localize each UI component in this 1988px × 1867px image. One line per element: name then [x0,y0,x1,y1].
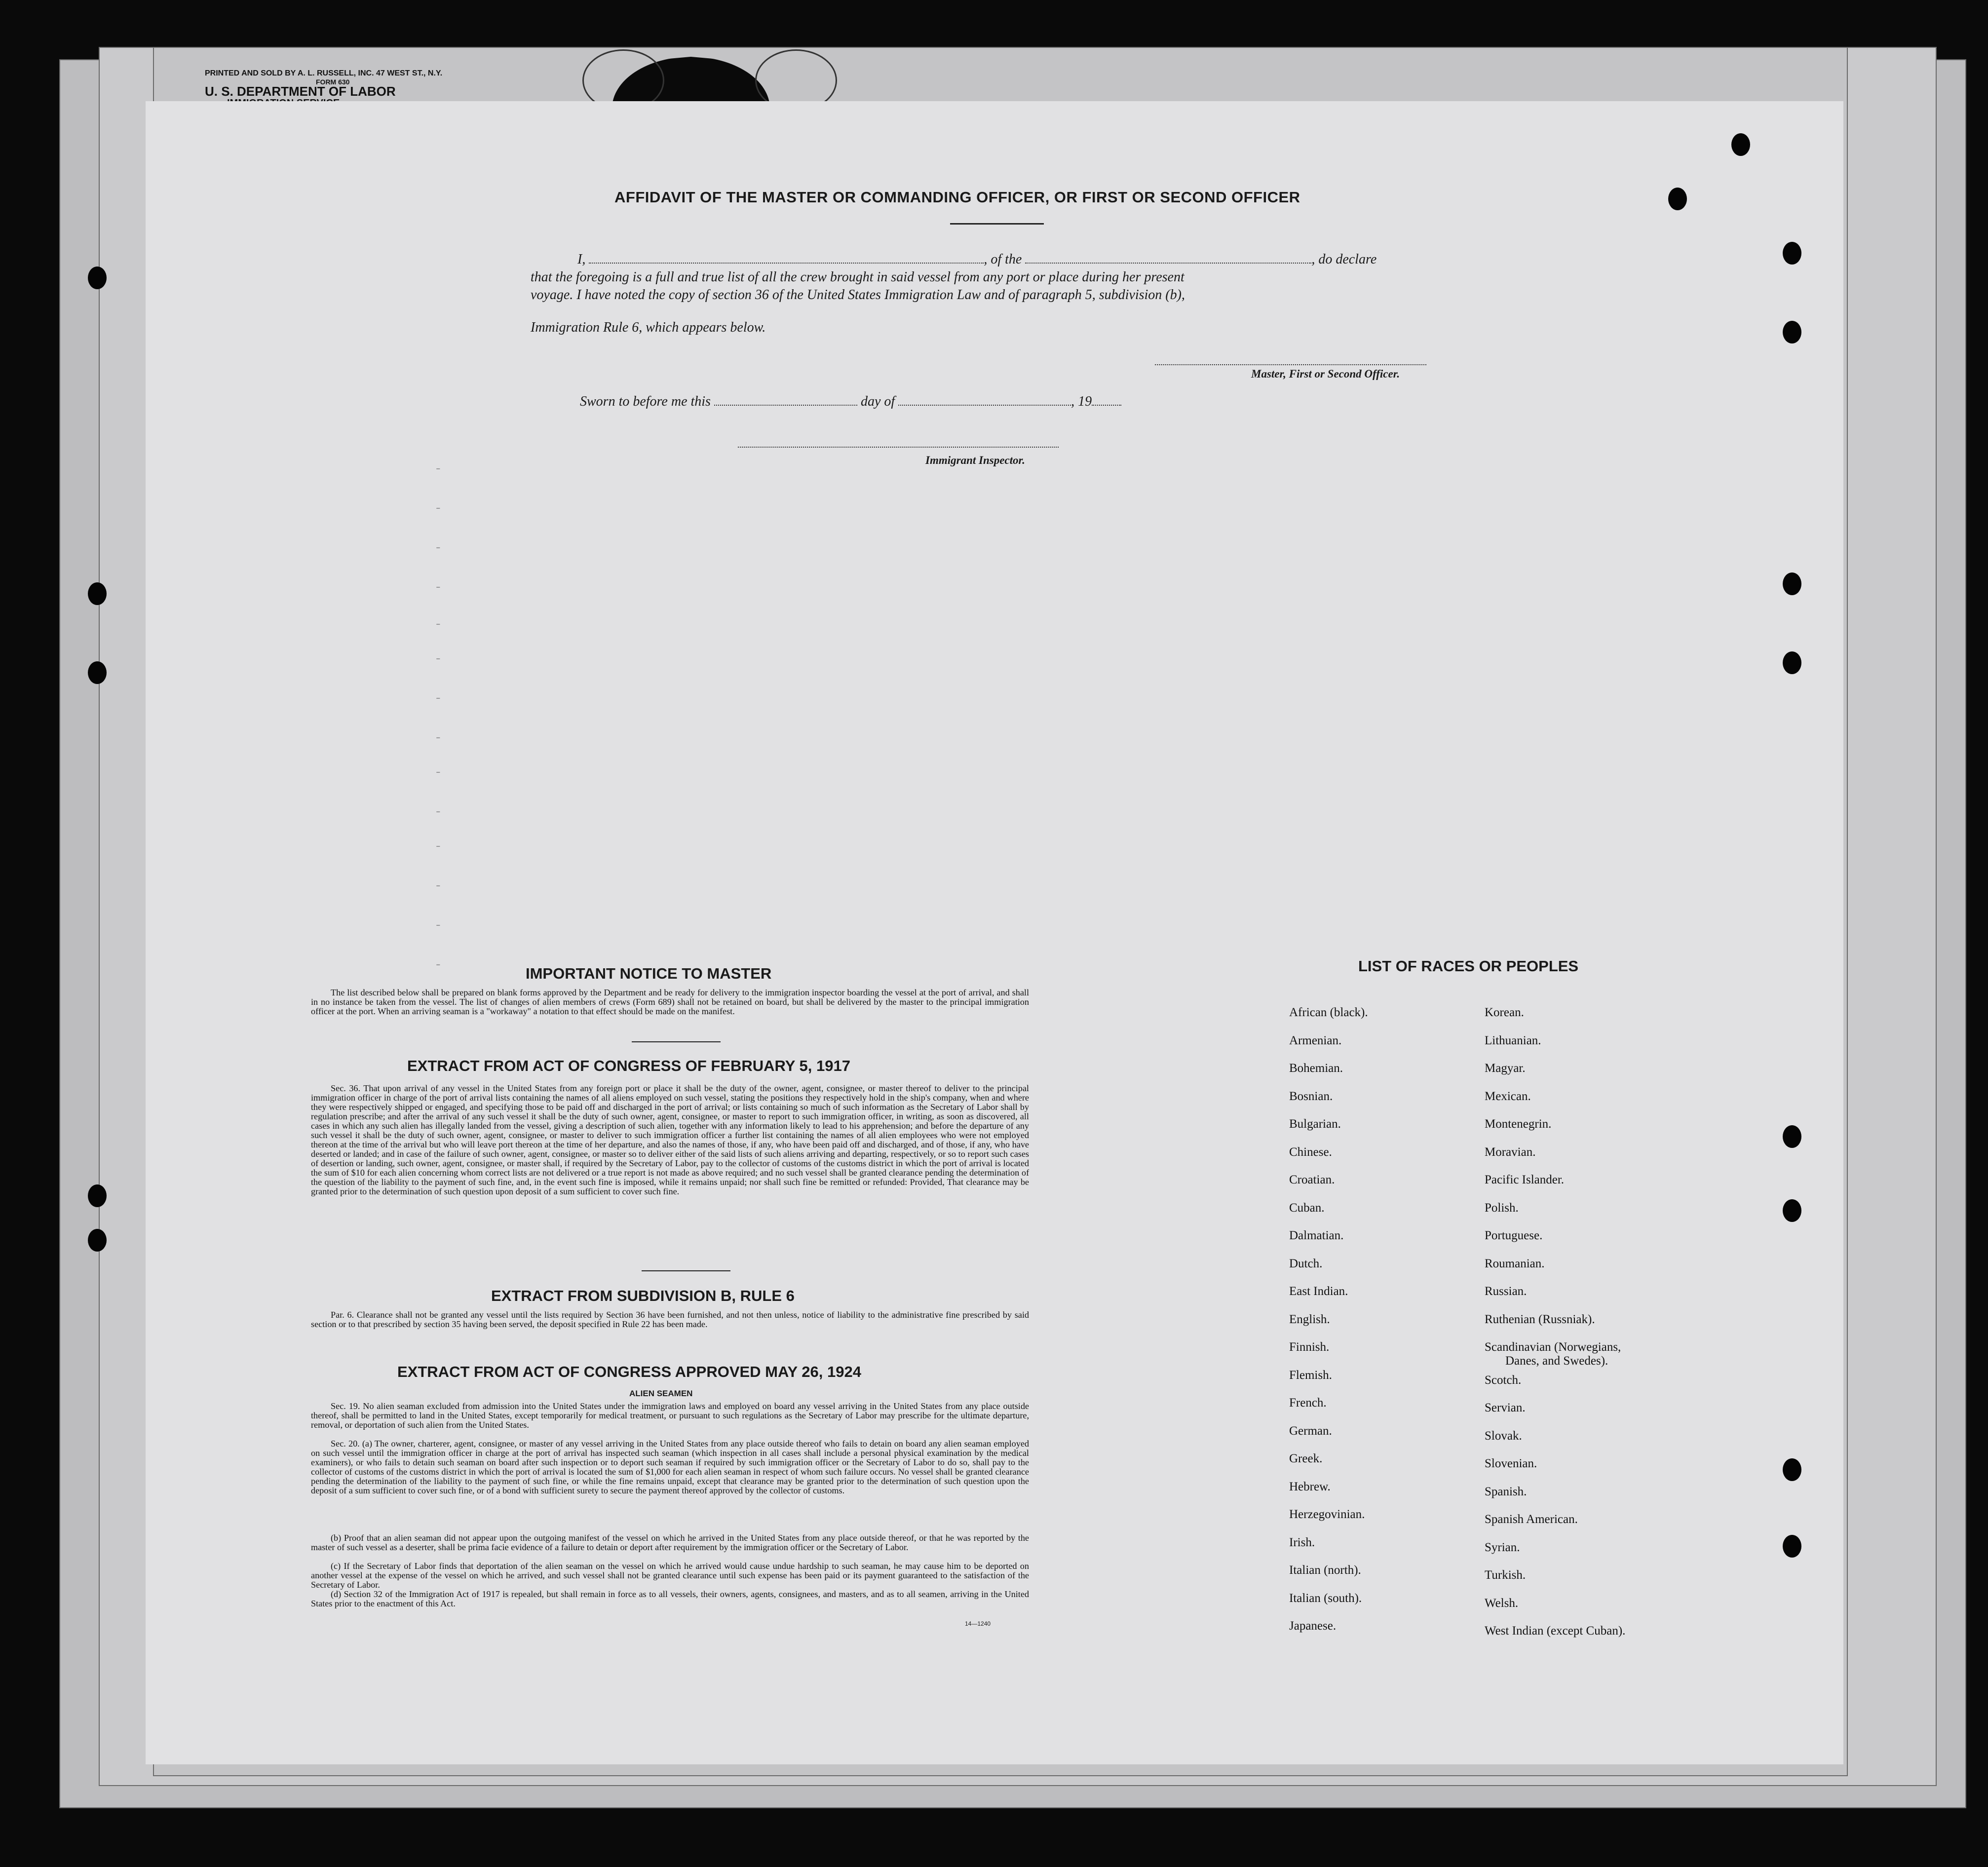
act-1924-sec-20c: (c) If the Secretary of Labor finds that deportation of the alien seaman on the vessel on which he arrived would cause undue hardship to such seaman, he may cause him to be deported on another vessel at the expense of the vessel on which he arrived, and such vessel shall not be granted clearance until such expense has been paid or its payment guaranteed to the satisfaction of the Secretary of Labor. [311,1561,1029,1590]
race-item-left: Bohemian. [1289,1062,1343,1075]
binder-hole [88,661,107,684]
race-item-right: Magyar. [1485,1062,1526,1075]
race-item-right: Welsh. [1485,1597,1519,1610]
act-1917-text: Sec. 36. That upon arrival of any vessel in the United States from any foreign port or place it shall be the duty of the owner, agent, consignee, or master thereof to deliver to the principal immigration officer in charge of the port of arrival lists containing the names of all aliens employed on such vessel, stating the positions they respectively hold in the ship's company, when and where they were respectively shipped or engaged, and specifying those to be paid off and discharged in the port of arrival; or lists containing so much of such information as the Secretary of Labor shall by regulation prescribe; and after the arrival of any such vessel it shall be the duty of such owner, agent, consignee, or master to report to such immigration officer, in writing, as soon as discovered, all cases in which any such alien has illegally landed from the vessel, giving a description of such alien, together with any information likely to lead to his apprehension; and before the departure of any such vessel it shall be the duty of such owner, agent, consignee, or master to deliver to such immigration officer a further list containing the names of all alien employees who were not employed thereon at the time of the arrival but who will leave port thereon at the time of her departure, and also the names of those, if any, who have been paid off and discharged, and of those, if any, who have deserted or landed; and in case of the failure of such owner, agent, consignee, or master so to deliver either of the said lists of such aliens arriving and departing, respectively, or so to report such cases of desertion or landing, such owner, agent, consignee, or master shall, if required by the Secretary of Labor, pay to the collector of customs of the customs district in which the port of arrival is located the sum of $10 for each alien concerning whom correct lists are not delivered or a true report is not made as above required; and no such vessel shall be granted clearance pending the determination of the question of the liability to the payment of such fine, and, in the event such fine is imposed, while it remains unpaid; nor shall such fine be remitted or refunded: Provided, That clearance may be granted prior to the determination of such question upon deposit of a sum sufficient to cover such fine. [311,1083,1029,1196]
race-item-right: Lithuanian. [1485,1034,1541,1047]
affidavit-form-sheet [146,101,1843,1764]
race-item-left: Croatian. [1289,1173,1335,1186]
race-item-left: Armenian. [1289,1034,1342,1047]
bleed-through-mark: - [434,839,442,854]
races-heading: LIST OF RACES OR PEOPLES [1358,957,1579,975]
race-item-left: Japanese. [1289,1619,1337,1633]
race-item-left: Dalmatian. [1289,1229,1344,1242]
race-item-right: Syrian. [1485,1541,1520,1554]
race-item-right: Korean. [1485,1006,1524,1019]
binder-hole [1783,242,1801,265]
bleed-through-mark: - [434,540,442,555]
bleed-through-mark: - [434,651,442,666]
inspector-caption: Immigrant Inspector. [925,454,1025,466]
act-1924-sec-19: Sec. 19. No alien seaman excluded from admission into the United States under the immigration laws and employed on board any vessel arriving in the United States from any place outside thereof, shall be permitted to land in the United States, except temporarily for medical treatment, or pursuant to such regulations as the Secretary of Labor may prescribe for the ultimate departure, removal, or deportation of such alien from the United States. [311,1401,1029,1430]
binder-hole [1783,1199,1801,1222]
affidavit-line-2: that the foregoing is a full and true list of all the crew brought in said vessel from any port or place during her present [531,269,1185,285]
section-divider [632,1041,721,1042]
section-divider [642,1270,730,1271]
form-number: FORM 630 [316,78,350,86]
act-1924-sec-20b: (b) Proof that an alien seaman did not appear upon the outgoing manifest of the vessel on which he arrived in the United States from any place outside thereof, or that he was reported by the master of such vessel as a deserter, shall be prima facie evidence of a failure to detain or deport after requirement by the immigration officer or the Secretary of Labor. [311,1533,1029,1552]
binder-hole [88,1184,107,1207]
race-item-right: Slovenian. [1485,1457,1537,1470]
bleed-through-mark: - [434,957,442,972]
binder-hole [88,267,107,289]
race-item-right: Roumanian. [1485,1257,1545,1270]
act-1924-sec-20d: (d) Section 32 of the Immigration Act of 1917 is repealed, but shall remain in force as to all vessels, their owners, agents, consignees, and masters, and as to all seamen, arriving in the United States prior to the enactment of this Act. [311,1589,1029,1608]
race-item-right: Moravian. [1485,1145,1536,1159]
notice-text: The list described below shall be prepared on blank forms approved by the Department and be ready for delivery to the immigration inspector boarding the vessel at the port of arrival, and shall in no instance be taken from the vessel. The list of changes of alien members of crews (Form 689) shall not be retained on board, but shall be delivered by the master to the principal immigration officer at the port. When an arriving seaman is a "workaway" a notation to that effect should be made on the manifest. [311,988,1029,1016]
binder-hole [1731,133,1750,156]
race-item-left: English. [1289,1313,1330,1326]
affidavit-line-1-c: , do declare [1311,252,1377,267]
bleed-through-mark: - [434,501,442,516]
race-item-left: German. [1289,1424,1332,1438]
race-item-right: Russian. [1485,1285,1527,1298]
printer-imprint: PRINTED AND SOLD BY A. L. RUSSELL, INC. 47 WEST ST., N.Y. [205,69,443,77]
race-item-right: Servian. [1485,1401,1526,1414]
race-item-right: Portuguese. [1485,1229,1543,1242]
binder-hole [1783,1458,1801,1481]
race-item-left: African (black). [1289,1006,1368,1019]
race-item-left: Chinese. [1289,1145,1332,1159]
race-item-right-cont: Danes, and Swedes). [1505,1354,1608,1368]
affidavit-line-1-a: I, [577,252,589,267]
race-item-left: Italian (south). [1289,1592,1362,1605]
master-signature-caption: Master, First or Second Officer. [1251,368,1400,380]
bleed-through-mark: - [434,691,442,706]
bleed-through-mark: - [434,878,442,893]
notice-heading: IMPORTANT NOTICE TO MASTER [526,965,772,982]
race-item-left: East Indian. [1289,1285,1348,1298]
rule-6-heading: EXTRACT FROM SUBDIVISION B, RULE 6 [491,1287,795,1304]
binder-hole [1668,188,1687,210]
bleed-through-mark: - [434,765,442,780]
sworn-line [580,394,1121,410]
race-item-left: Finnish. [1289,1340,1330,1354]
race-item-right: Scotch. [1485,1373,1522,1387]
affidavit-line-3: voyage. I have noted the copy of section 36 of the United States Immigration Law and of paragraph 5, subdivision (b), [531,287,1185,303]
race-item-right: Spanish American. [1485,1513,1578,1526]
day-blank[interactable] [714,395,857,406]
alien-seamen-subtitle: ALIEN SEAMEN [629,1389,693,1398]
race-item-left: Italian (north). [1289,1563,1361,1577]
act-1917-heading: EXTRACT FROM ACT OF CONGRESS OF FEBRUARY 5, 1917 [407,1057,850,1074]
race-item-left: Bulgarian. [1289,1117,1341,1131]
race-item-right: Spanish. [1485,1485,1527,1498]
binder-hole [1783,651,1801,674]
name-blank[interactable] [589,253,984,264]
race-item-left: French. [1289,1396,1327,1410]
act-1924-heading: EXTRACT FROM ACT OF CONGRESS APPROVED MAY 26, 1924 [397,1363,861,1380]
sworn-line-c: , 19 [1071,394,1092,409]
affidavit-title: AFFIDAVIT OF THE MASTER OR COMMANDING OFFICER, OR FIRST OR SECOND OFFICER [614,189,1300,206]
bleed-through-mark: - [434,804,442,819]
bleed-through-mark: - [434,918,442,933]
binder-hole [1783,321,1801,343]
race-item-right: Mexican. [1485,1090,1531,1103]
race-item-left: Bosnian. [1289,1090,1333,1103]
rule-6-text: Par. 6. Clearance shall not be granted any vessel until the lists required by Section 36 have been furnished, and not then unless, notice of liability to the administrative fine prescribed by said section or to that prescribed by section 35 having been served, the deposit specified in Rule 22 has been made. [311,1310,1029,1329]
race-item-right: Slovak. [1485,1429,1522,1443]
affidavit-line-1-b: , of the [984,252,1026,267]
master-signature-blank[interactable] [1155,354,1426,365]
bleed-through-mark: - [434,461,442,476]
race-item-right: Turkish. [1485,1568,1526,1582]
race-item-right: Scandinavian (Norwegians, [1485,1340,1621,1354]
race-item-left: Herzegovinian. [1289,1508,1365,1521]
affidavit-line-1 [577,252,1376,267]
inspector-signature-blank[interactable] [738,437,1059,448]
race-item-right: Ruthenian (Russniak). [1485,1313,1595,1326]
sworn-line-a: Sworn to before me this [580,394,714,409]
bleed-through-mark: - [434,617,442,632]
binder-hole [88,582,107,605]
act-1924-sec-20a: Sec. 20. (a) The owner, charterer, agent, consignee, or master of any vessel arriving in the United States from any place outside thereof who fails to detain on board any alien seaman employed on such vessel until the immigration officer in charge at the port of arrival has inspected such seaman (which inspection in all cases shall include a personal physical examination by the medical examiners), or who fails to detain such seaman on board after such inspection or to deport such seaman if required by such immigration officer or the Secretary of Labor to do so, shall pay to the collector of customs of the customs district in which the port of arrival is located the sum of $1,000 for each alien seaman in respect of whom such failure occurs. No vessel shall be granted clearance pending the determination of the liability to the payment of such fine, or while the fine remains unpaid, except that clearance may be granted prior to the determination of such question upon the deposit of a sum sufficient to cover such fine, or of a bond with sufficient surety to secure the payment thereof approved by the collector of customs. [311,1439,1029,1495]
month-blank[interactable] [898,395,1071,406]
binder-hole [88,1229,107,1252]
race-item-right: Polish. [1485,1201,1519,1215]
race-item-right: West Indian (except Cuban). [1485,1624,1626,1638]
vessel-blank[interactable] [1025,253,1311,264]
form-code: 14—1240 [965,1620,991,1627]
binder-hole [1783,1125,1801,1148]
binder-hole [1783,1535,1801,1558]
sworn-line-b: day of [857,394,899,409]
department-name: U. S. DEPARTMENT OF LABOR [205,84,396,99]
race-item-left: Dutch. [1289,1257,1323,1270]
bleed-through-mark: - [434,580,442,595]
race-item-right: Pacific Islander. [1485,1173,1565,1186]
race-item-right: Montenegrin. [1485,1117,1552,1131]
affidavit-line-4: Immigration Rule 6, which appears below. [531,320,766,335]
bleed-through-mark: - [434,730,442,745]
race-item-left: Cuban. [1289,1201,1325,1215]
race-item-left: Greek. [1289,1452,1323,1465]
binder-hole [1783,572,1801,595]
race-item-left: Flemish. [1289,1369,1332,1382]
race-item-left: Hebrew. [1289,1480,1331,1493]
year-blank[interactable] [1092,395,1121,406]
race-item-left: Irish. [1289,1536,1315,1549]
title-underline [950,223,1044,225]
